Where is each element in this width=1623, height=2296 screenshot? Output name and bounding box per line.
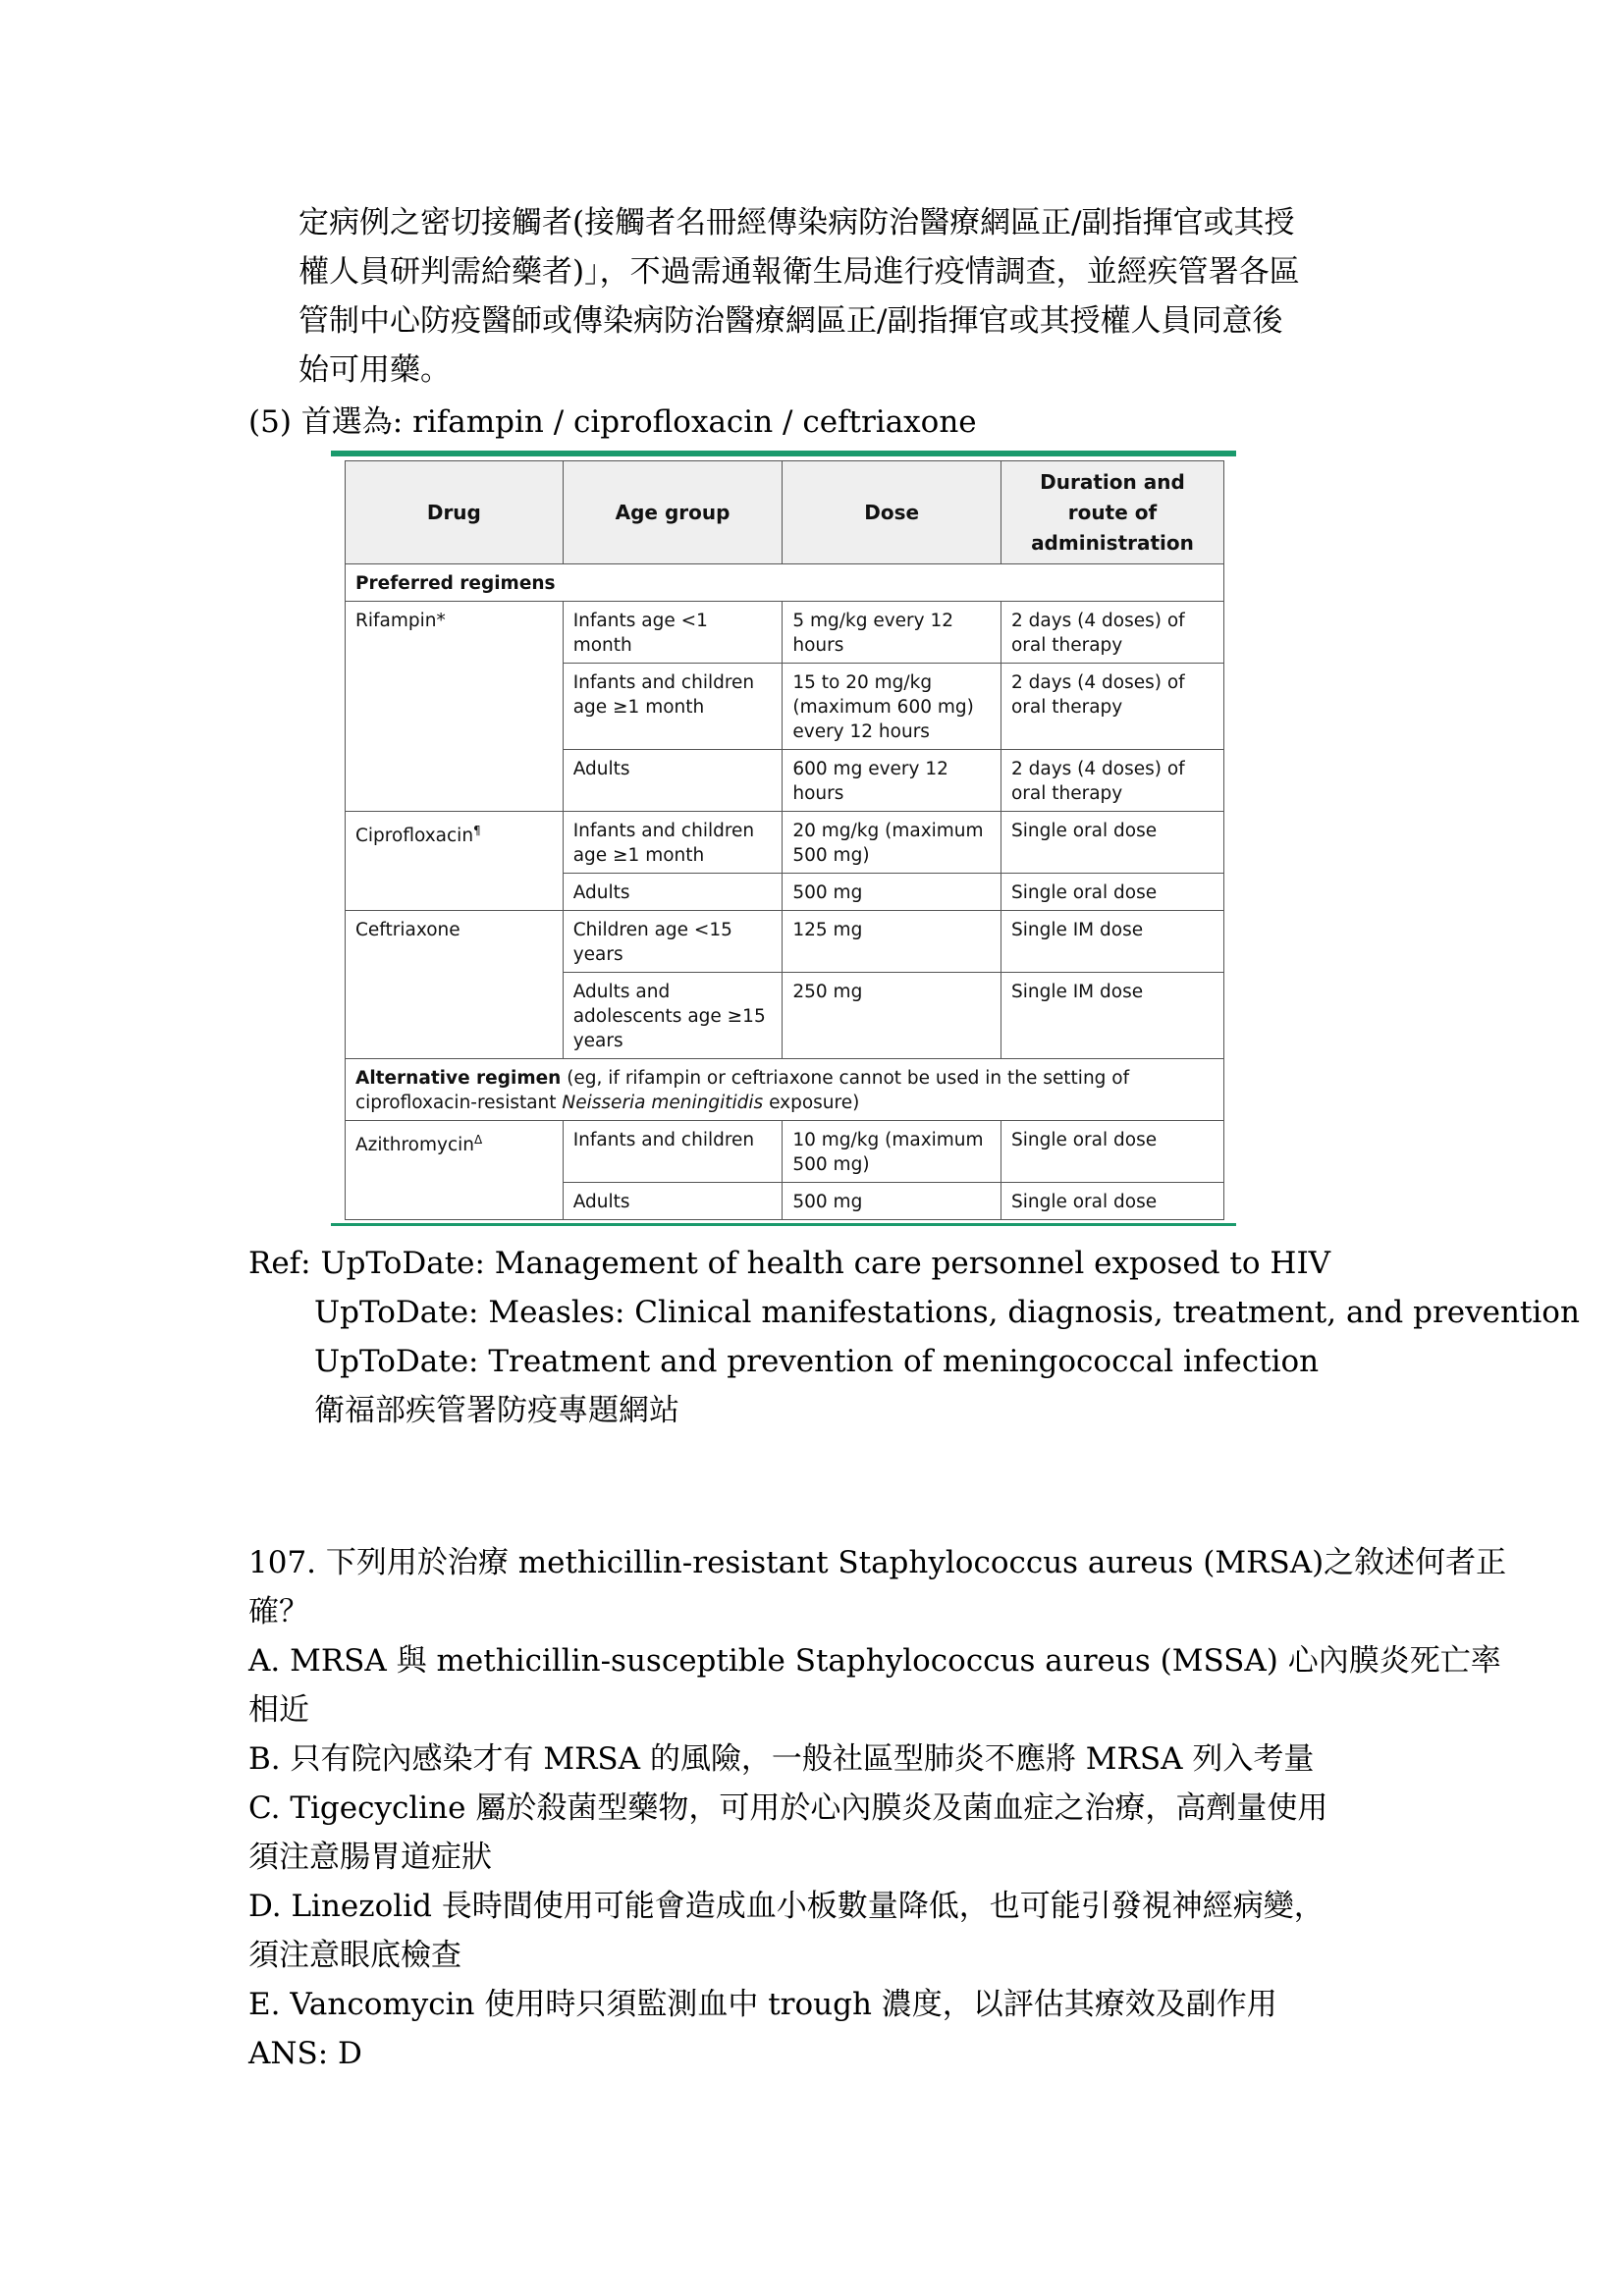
age-cell: Infants and children — [563, 1121, 783, 1183]
option-e: E. Vancomycin 使用時只須監測血中 trough 濃度，以評估其療效及副作用 — [248, 1987, 1277, 2022]
age-cell: Adults — [563, 1183, 783, 1220]
duration-cell: Single oral dose — [1001, 812, 1223, 874]
dose-cell: 5 mg/kg every 12 hours — [783, 602, 1001, 664]
dose-cell: 125 mg — [783, 911, 1001, 973]
footnote-mark: Δ — [474, 1133, 483, 1147]
dose-cell: 250 mg — [783, 973, 1001, 1059]
option-a-line-1: A. MRSA 與 methicillin-susceptible Staphylococcus aureus (MSSA) 心內膜炎死亡率 — [248, 1643, 1501, 1679]
dose-cell: 500 mg — [783, 874, 1001, 911]
answer: ANS: D — [248, 2036, 362, 2071]
header-drug: Drug — [346, 461, 564, 564]
table-row — [346, 1121, 1224, 1183]
table-row — [346, 602, 1224, 664]
header-duration-route: Duration and route of administration — [1001, 461, 1223, 564]
age-cell: Children age <15 years — [563, 911, 783, 973]
drug-rifampin: Rifampin* — [346, 602, 564, 812]
duration-cell: 2 days (4 doses) of oral therapy — [1001, 750, 1223, 812]
duration-cell: 2 days (4 doses) of oral therapy — [1001, 664, 1223, 750]
prophylaxis-drug-table — [345, 460, 1224, 1220]
table-header-row — [346, 461, 1224, 564]
option-b: B. 只有院內感染才有 MRSA 的風險，一般社區型肺炎不應將 MRSA 列入考量 — [248, 1741, 1315, 1777]
age-cell: Infants and children age ≥1 month — [563, 812, 783, 874]
intro-line-4: 始可用藥。 — [298, 352, 451, 388]
intro-line-2: 權人員研判需給藥者)」，不過需通報衛生局進行疫情調查，並經疾管署各區 — [298, 254, 1300, 290]
duration-cell: Single oral dose — [1001, 1121, 1223, 1183]
alternative-regimen-note: Alternative regimen (eg, if rifampin or ceftriaxone cannot be used in the setting of ciprofloxacin-resistant Neisseria meningitidis exposure) — [346, 1059, 1224, 1121]
duration-cell: Single oral dose — [1001, 874, 1223, 911]
drug-ciprofloxacin: Ciprofloxacin¶ — [346, 812, 564, 911]
question-stem-line-2: 確？ — [248, 1594, 309, 1629]
duration-cell: Single IM dose — [1001, 973, 1223, 1059]
age-cell: Adults and adolescents age ≥15 years — [563, 973, 783, 1059]
item-5-first-choice: (5) 首選為: rifampin / ciprofloxacin / ceftriaxone — [248, 404, 977, 440]
reference-line-4: 衛福部疾管署防疫專題網站 — [314, 1393, 679, 1428]
footnote-mark: ¶ — [473, 824, 481, 837]
option-a-line-2: 相近 — [248, 1692, 309, 1728]
drug-azithromycin: Azithromycin$^\Delta$ — [346, 1121, 564, 1220]
dose-cell: 500 mg — [783, 1183, 1001, 1220]
preferred-regimens-label: Preferred regimens — [346, 564, 1224, 602]
reference-line-2: UpToDate: Measles: Clinical manifestations, diagnosis, treatment, and prevention — [314, 1295, 1580, 1330]
reference-line-3: UpToDate: Treatment and prevention of meningococcal infection — [314, 1344, 1320, 1379]
footnote-mark: * — [436, 611, 446, 631]
header-age-group: Age group — [563, 461, 783, 564]
drug-table-frame — [331, 451, 1236, 1226]
dose-cell: 10 mg/kg (maximum 500 mg) — [783, 1121, 1001, 1183]
option-c-line-2: 須注意腸胃道症狀 — [248, 1840, 492, 1875]
duration-cell: 2 days (4 doses) of oral therapy — [1001, 602, 1223, 664]
table-row — [346, 911, 1224, 973]
option-c-line-1: C. Tigecycline 屬於殺菌型藥物，可用於心內膜炎及菌血症之治療，高劑量使用 — [248, 1790, 1328, 1826]
alternative-regimen-row — [346, 1059, 1224, 1121]
header-dose: Dose — [783, 461, 1001, 564]
duration-cell: Single IM dose — [1001, 911, 1223, 973]
age-cell: Infants and children age ≥1 month — [563, 664, 783, 750]
age-cell: Adults — [563, 874, 783, 911]
age-cell: Infants age <1 month — [563, 602, 783, 664]
dose-cell: 15 to 20 mg/kg (maximum 600 mg) every 12 hours — [783, 664, 1001, 750]
intro-line-3: 管制中心防疫醫師或傳染病防治醫療網區正/副指揮官或其授權人員同意後 — [298, 303, 1283, 339]
intro-line-1: 定病例之密切接觸者(接觸者名冊經傳染病防治醫療網區正/副指揮官或其授 — [298, 205, 1295, 240]
option-d-line-1: D. Linezolid 長時間使用可能會造成血小板數量降低，也可能引發視神經病變， — [248, 1889, 1325, 1924]
table-row — [346, 812, 1224, 874]
question-stem-line-1: 107. 下列用於治療 methicillin-resistant Staphylococcus aureus (MRSA)之敘述何者正 — [248, 1545, 1507, 1580]
preferred-regimens-row — [346, 564, 1224, 602]
drug-ceftriaxone: Ceftriaxone — [346, 911, 564, 1059]
age-cell: Adults — [563, 750, 783, 812]
dose-cell: 600 mg every 12 hours — [783, 750, 1001, 812]
option-d-line-2: 須注意眼底檢查 — [248, 1938, 461, 1973]
reference-line-1: Ref: UpToDate: Management of health care personnel exposed to HIV — [248, 1246, 1331, 1281]
dose-cell: 20 mg/kg (maximum 500 mg) — [783, 812, 1001, 874]
duration-cell: Single oral dose — [1001, 1183, 1223, 1220]
